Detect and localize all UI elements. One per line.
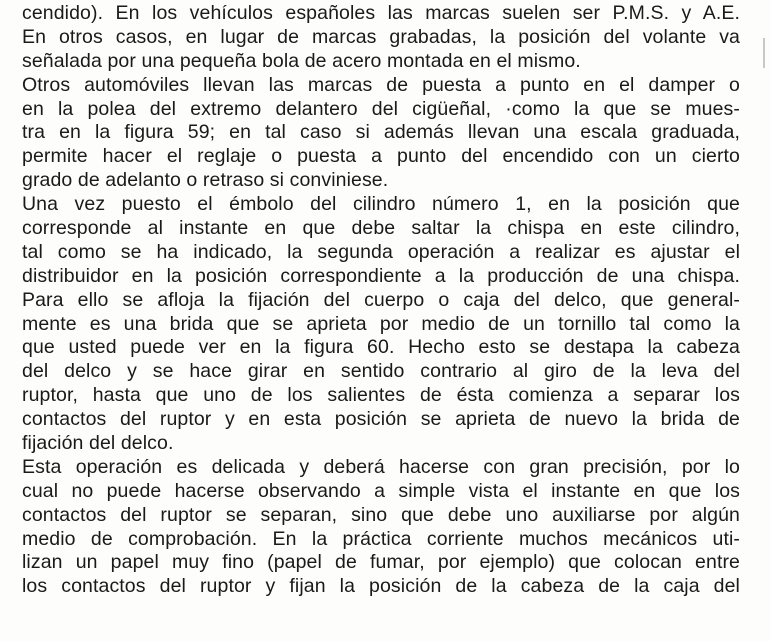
text-line: en la polea del extremo delantero del cigüeñal, ·como la que se mues- [22,97,740,120]
paragraph [22,456,740,599]
text-line: contactos del ruptor y en esta posición se aprieta de nuevo la brida de [22,408,740,431]
text-line: cendido). En los vehículos españoles las marcas suelen ser P.M.S. y A.E. [22,2,740,24]
text-line: ruptor, hasta que uno de los salientes de ésta comienza a separar los [22,384,740,407]
text-line: contactos del ruptor se separan, sino que debe uno auxiliarse por algún [22,503,740,526]
text-line: permite hacer el reglaje o puesta a punto del encendido con un cierto [22,145,740,168]
paragraph [22,74,740,193]
text-line: Esta operación es delicada y deberá hacerse con gran precisión, por lo [22,455,740,478]
text-line: los contactos del ruptor y fijan la posición de la cabeza de la caja del [22,575,740,598]
text-line: mente es una brida que se aprieta por medio de un tornillo tal como la [22,312,740,335]
text-line: Para ello se afloja la fijación del cuerpo o caja del delco, que general- [22,288,740,311]
text-line: tra en la figura 59; en tal caso si además llevan una escala graduada, [22,121,740,144]
page-edge-mark [763,38,765,68]
paragraph [22,2,740,74]
text-line: medio de comprobación. En la práctica corriente muchos mecánicos uti- [22,527,740,550]
text-line: corresponde al instante en que debe saltar la chispa en este cilindro, [22,217,740,240]
text-line: lizan un papel muy fino (papel de fumar, por ejemplo) que colocan entre [22,551,740,574]
text-line: del delco y se hace girar en sentido contrario al giro de la leva del [22,360,740,383]
text-line: Otros automóviles llevan las marcas de puesta a punto en el damper o [22,73,740,96]
text-line: fijación del delco. [22,432,174,455]
text-line: tal como se ha indicado, la segunda operación a realizar es ajustar el [22,240,740,263]
text-line: señalada por una pequeña bola de acero montada en el mismo. [22,49,581,72]
text-line: En otros casos, en lugar de marcas grabadas, la posición del volante va [22,25,740,48]
text-line: Una vez puesto el émbolo del cilindro número 1, en la posición que [22,193,740,216]
text-line: que usted puede ver en la figura 60. Hecho esto se destapa la cabeza [22,336,740,359]
paragraph [22,193,740,456]
text-line: distribuidor en la posición correspondiente a la producción de una chispa. [22,264,740,287]
body-text [22,2,740,599]
text-line: grado de adelanto o retraso si conviniese. [22,169,389,192]
text-line: cual no puede hacerse observando a simple vista el instante en que los [22,479,740,502]
